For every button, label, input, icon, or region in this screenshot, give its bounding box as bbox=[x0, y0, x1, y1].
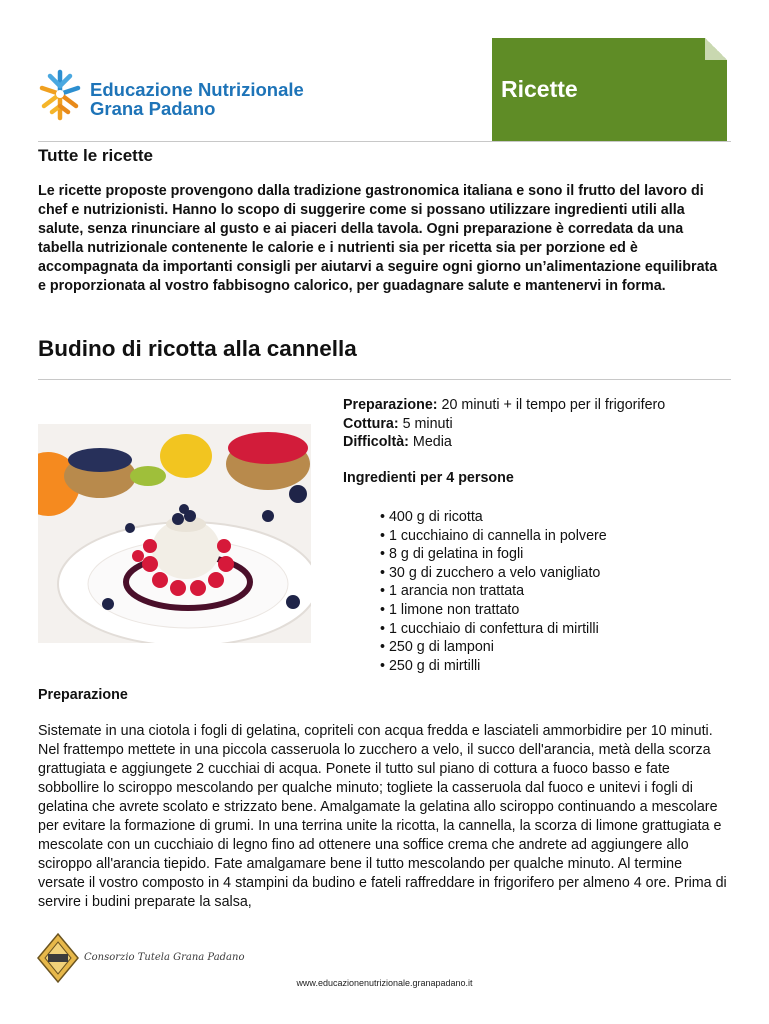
page-fold-corner bbox=[705, 38, 727, 60]
ingredient-item: • 1 cucchiaio di confettura di mirtilli bbox=[380, 620, 599, 637]
brand-name-line1: Educazione Nutrizionale bbox=[90, 79, 304, 100]
recipe-meta bbox=[343, 396, 733, 452]
difficulty-label: Difficoltà: bbox=[343, 434, 409, 451]
preparation-text: Sistemate in una ciotola i fogli di gelatina, copriteli con acqua fredda e lasciateli ammorbidire per 10 minuti. Nel frattempo mettete in una piccola casseruola lo zucchero a velo, il succo dell'arancia, metà della scorza grattugiata e aggiungete 2 cucchiai di acqua. Ponete il tutto sul piano di cottura a fuoco basso e fate sobbollire lo sciroppo mescolando per qualche minuto; togliete la casseruola dal fuoco e unitevi i fogli di gelatina che avrete scolato e strizzato bene. Amalgamate la gelatina allo sciroppo continuando a mescolare per evitare la formazione di grumi. In una terrina unite la ricotta, la cannella, la scorza di limone grattugiata e mescolate con un cucchiaio di legno fino ad ottenere una soffice crema che andrete ad aggiungere allo sciroppo all'arancia tiepido. Fate amalgamare bene il tutto mescolando per qualche minuto. Al termine versate il vostro composto in 4 stampini da budino e fateli raffreddare in frigorifero per almeno 4 ore. Prima di servire i budini preparate la salsa, bbox=[38, 723, 727, 910]
ingredient-item: • 1 limone non trattato bbox=[380, 601, 520, 618]
ingredient-item: • 1 arancia non trattata bbox=[380, 583, 525, 600]
prep-time-value: 20 minuti + il tempo per il frigorifero bbox=[441, 397, 666, 413]
ingredients-title: Ingredienti per 4 persone bbox=[343, 470, 514, 486]
recipe-photo bbox=[38, 424, 311, 643]
recipe-title: Budino di ricotta alla cannella bbox=[38, 336, 357, 361]
snowflake-logo-icon bbox=[38, 66, 82, 122]
prep-time-label: Preparazione: bbox=[343, 397, 438, 413]
ingredient-item: • 250 g di lamponi bbox=[380, 639, 494, 656]
intro-paragraph: Le ricette proposte provengono dalla tradizione gastronomica italiana e sono il frutto del lavoro di chef e nutrizionisti. Hanno lo scopo di suggerire come si possano utilizzare ingredienti utili alla salute, senza rinunciare al gusto e ai piaceri della tavola. Ogni preparazione è corredata da una tabella nutrizionale contenente le calorie e i nutrienti sia per ricetta sia per porzione ed è accompagnata da importanti consigli per aiutarvi a seguire ogni giorno un’alimentazione equilibrata e proporzionata al vostro fabbisogno calorico, per guadagnare salute e mantenervi in forma. bbox=[38, 183, 718, 295]
cook-time-label: Cottura: bbox=[343, 415, 399, 432]
cook-time-row bbox=[343, 415, 733, 434]
difficulty-row bbox=[343, 433, 733, 452]
ingredient-item: • 250 g di mirtilli bbox=[380, 657, 481, 674]
ricette-tab bbox=[492, 38, 727, 141]
consortium-logo bbox=[36, 932, 245, 984]
ingredients-list bbox=[380, 508, 607, 675]
ingredient-item: • 8 g di gelatina in fogli bbox=[380, 546, 524, 563]
footer-url[interactable] bbox=[0, 978, 769, 988]
preparation-title: Preparazione bbox=[38, 687, 128, 703]
title-divider bbox=[38, 379, 731, 380]
ingredient-item: • 400 g di ricotta bbox=[380, 509, 483, 525]
brand-name-line2: Grana Padano bbox=[90, 98, 216, 119]
difficulty-value: Media bbox=[412, 434, 452, 451]
section-title: Tutte le ricette bbox=[38, 146, 153, 165]
ingredient-item: • 30 g di zucchero a velo vanigliato bbox=[380, 564, 601, 581]
header-divider bbox=[38, 141, 731, 142]
cook-time-value: 5 minuti bbox=[402, 415, 453, 432]
footer-url-text[interactable]: www.educazionenutrizionale.granapadano.it bbox=[296, 978, 473, 988]
brand-logo bbox=[38, 66, 338, 124]
brand-name bbox=[90, 80, 304, 118]
dessert-illustration bbox=[38, 424, 311, 643]
consortium-name: Consorzio Tutela Grana Padano bbox=[84, 952, 245, 963]
prep-time-row bbox=[343, 396, 733, 415]
ricette-tab-title: Ricette bbox=[501, 76, 578, 102]
grana-padano-seal-icon bbox=[36, 932, 80, 984]
ingredient-item: • 1 cucchiaino di cannella in polvere bbox=[380, 527, 607, 544]
